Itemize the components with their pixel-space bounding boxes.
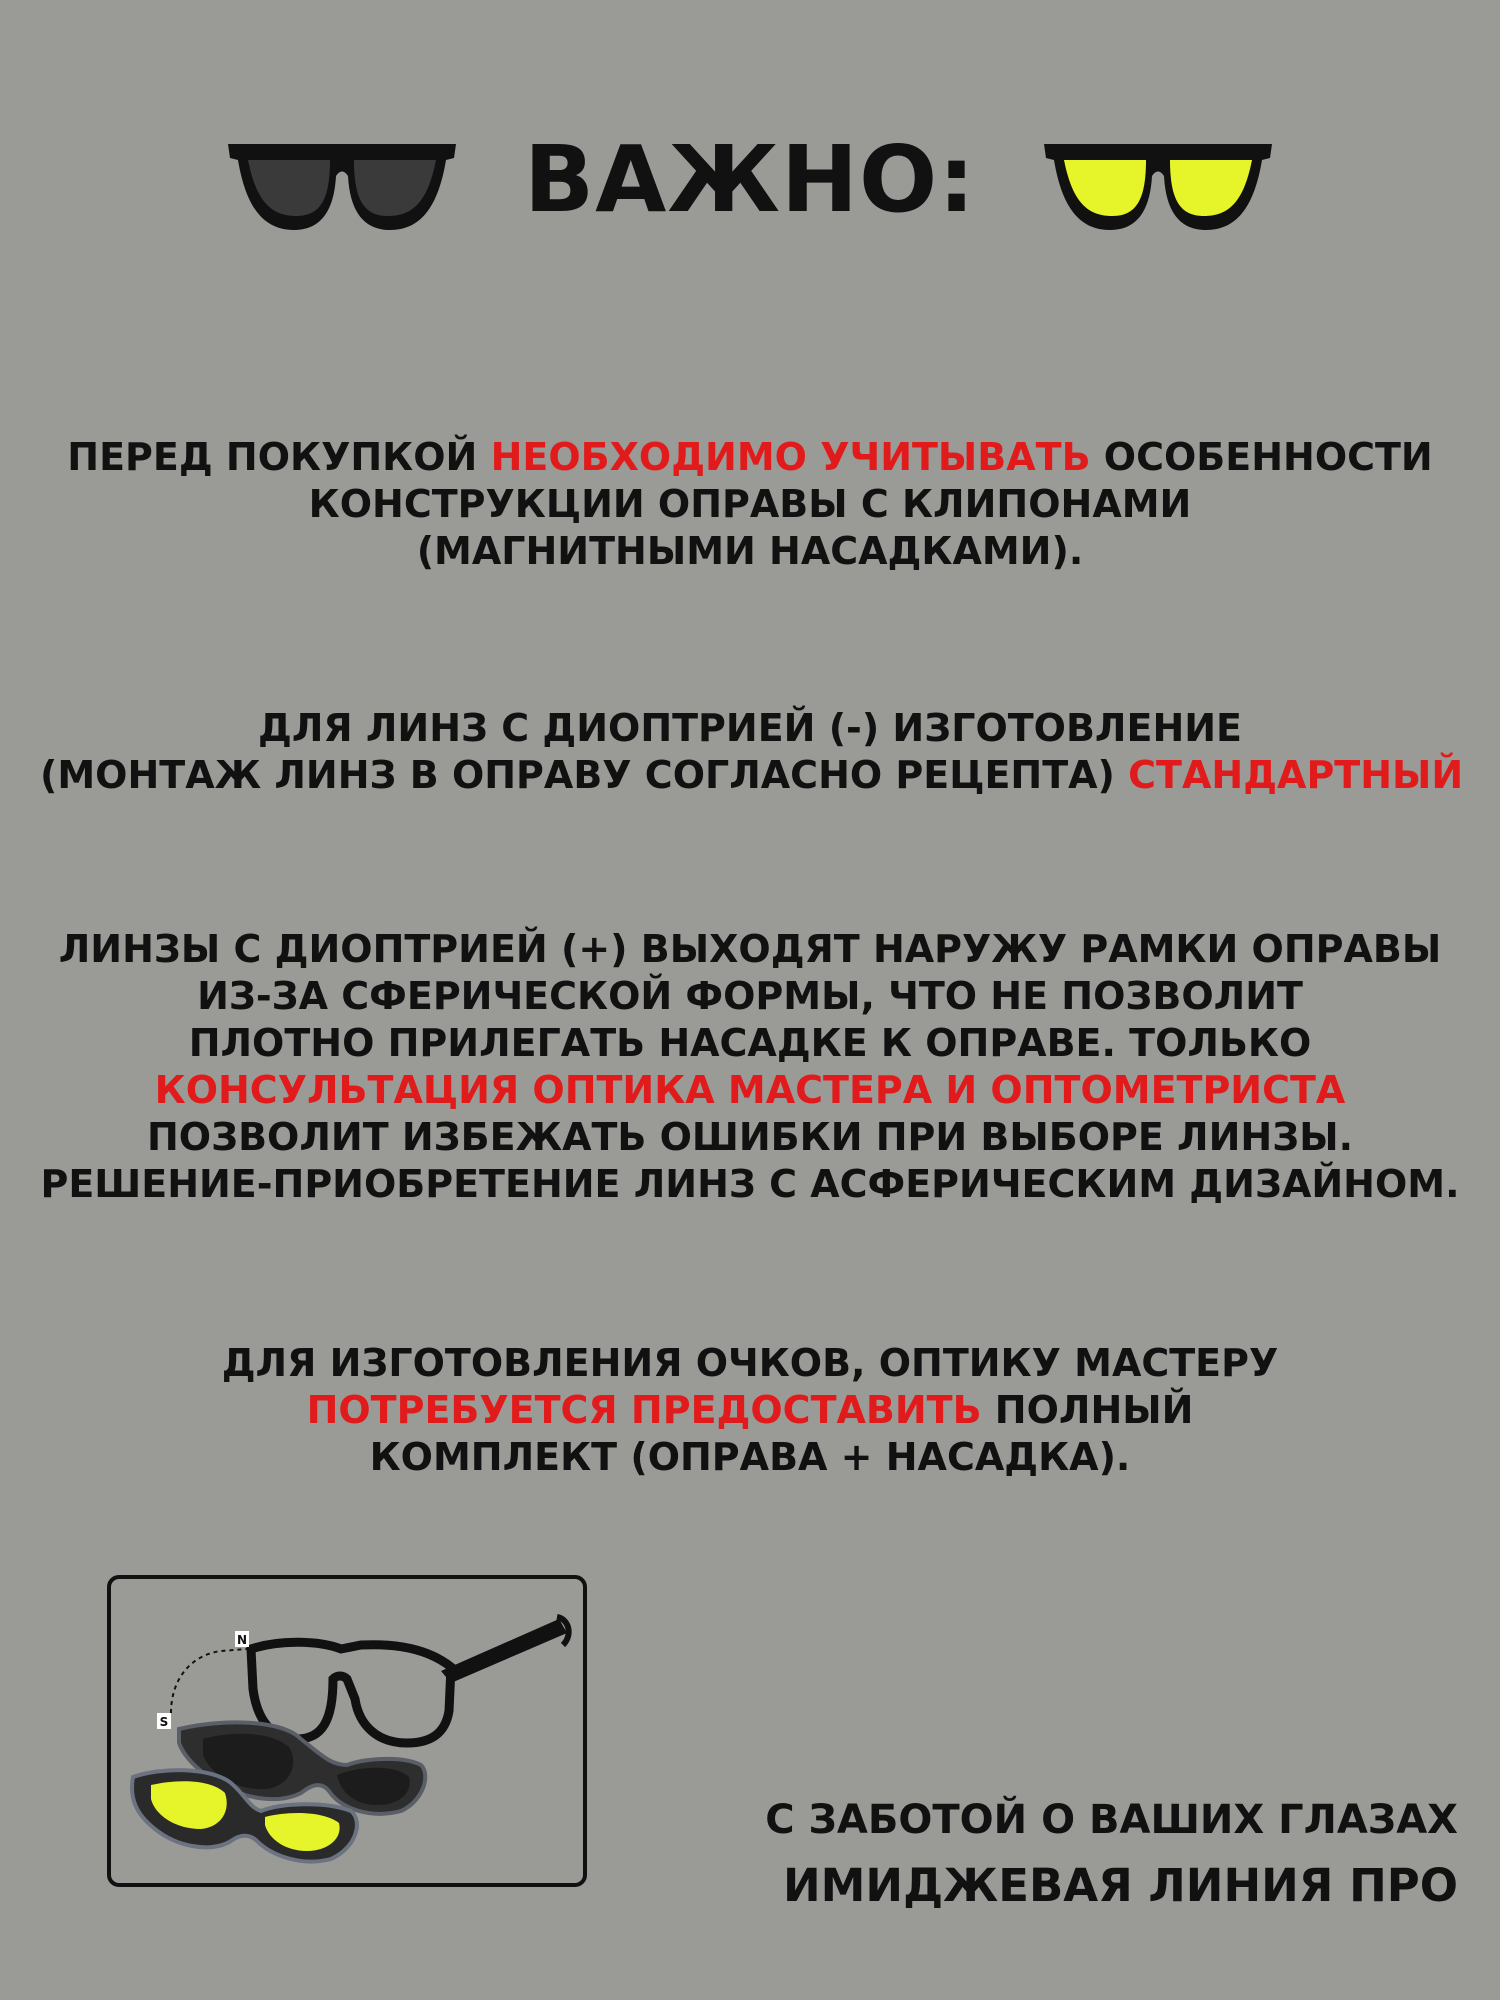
text-segment: ПЛОТНО ПРИЛЕГАТЬ НАСАДКЕ К ОПРАВЕ. ТОЛЬКО	[188, 1021, 1312, 1065]
notice-line	[40, 1114, 1460, 1161]
magnet-south-label: S	[159, 1715, 169, 1729]
text-segment: (МОНТАЖ ЛИНЗ В ОПРАВУ СОГЛАСНО РЕЦЕПТА)	[40, 753, 1129, 797]
notice-line	[40, 528, 1460, 575]
notice-construction	[40, 434, 1460, 575]
text-segment: РЕШЕНИЕ-ПРИОБРЕТЕНИЕ ЛИНЗ С АСФЕРИЧЕСКИМ ДИЗАЙНОМ.	[40, 1162, 1460, 1206]
notice-line	[40, 1020, 1460, 1067]
text-segment: ПОЗВОЛИТ ИЗБЕЖАТЬ ОШИБКИ ПРИ ВЫБОРЕ ЛИНЗЫ.	[146, 1115, 1354, 1159]
text-segment: ОСОБЕННОСТИ	[1090, 435, 1433, 479]
notice-line	[40, 1340, 1460, 1387]
notice-line	[40, 481, 1460, 528]
notice-line	[40, 1067, 1460, 1114]
text-segment: ПЕРЕД ПОКУПКОЙ	[67, 435, 491, 479]
text-segment: ДЛЯ ЛИНЗ С ДИОПТРИЕЙ (-) ИЗГОТОВЛЕНИЕ	[257, 706, 1243, 750]
text-segment: ИЗ-ЗА СФЕРИЧЕСКОЙ ФОРМЫ, ЧТО НЕ ПОЗВОЛИТ	[197, 974, 1303, 1018]
text-segment: ДЛЯ ИЗГОТОВЛЕНИЯ ОЧКОВ, ОПТИКУ МАСТЕРУ	[221, 1341, 1279, 1385]
text-segment: ПОЛНЫЙ	[981, 1388, 1194, 1432]
notice-line	[40, 926, 1460, 973]
text-segment: КОНСТРУКЦИИ ОПРАВЫ С КЛИПОНАМИ	[308, 482, 1192, 526]
notice-line	[40, 1434, 1460, 1481]
notice-line	[40, 973, 1460, 1020]
dark-sunglasses-icon	[224, 130, 460, 240]
magnet-north-label: N	[236, 1633, 248, 1647]
highlight-segment: НЕОБХОДИМО УЧИТЫВАТЬ	[490, 435, 1091, 479]
text-segment: КОМПЛЕКТ (ОПРАВА + НАСАДКА).	[369, 1435, 1131, 1479]
footer-tagline: С ЗАБОТОЙ О ВАШИХ ГЛАЗАХ	[765, 1797, 1458, 1843]
header	[0, 120, 1500, 240]
notice-line	[40, 434, 1460, 481]
notice-line	[40, 1161, 1460, 1208]
page-title: ВАЖНО:	[524, 126, 976, 233]
notice-minus-lenses	[40, 705, 1464, 799]
text-segment: (МАГНИТНЫМИ НАСАДКАМИ).	[416, 529, 1084, 573]
highlight-segment: СТАНДАРТНЫЙ	[1128, 753, 1464, 797]
highlight-segment: КОНСУЛЬТАЦИЯ ОПТИКА МАСТЕРА И ОПТОМЕТРИСТА	[154, 1068, 1346, 1112]
yellow-sunglasses-icon	[1040, 130, 1276, 240]
glasses-with-magnetic-clipons-image	[107, 1575, 587, 1887]
notice-line	[40, 1387, 1460, 1434]
highlight-segment: ПОТРЕБУЕТСЯ ПРЕДОСТАВИТЬ	[306, 1388, 982, 1432]
glasses-illustration-svg	[111, 1579, 583, 1883]
footer-brand: ИМИДЖЕВАЯ ЛИНИЯ ПРО	[782, 1859, 1458, 1912]
notice-full-kit	[40, 1340, 1460, 1481]
text-segment: ЛИНЗЫ С ДИОПТРИЕЙ (+) ВЫХОДЯТ НАРУЖУ РАМКИ ОПРАВЫ	[58, 927, 1442, 971]
notice-line	[40, 705, 1460, 752]
notice-plus-lenses	[40, 926, 1460, 1208]
notice-line	[40, 752, 1464, 799]
